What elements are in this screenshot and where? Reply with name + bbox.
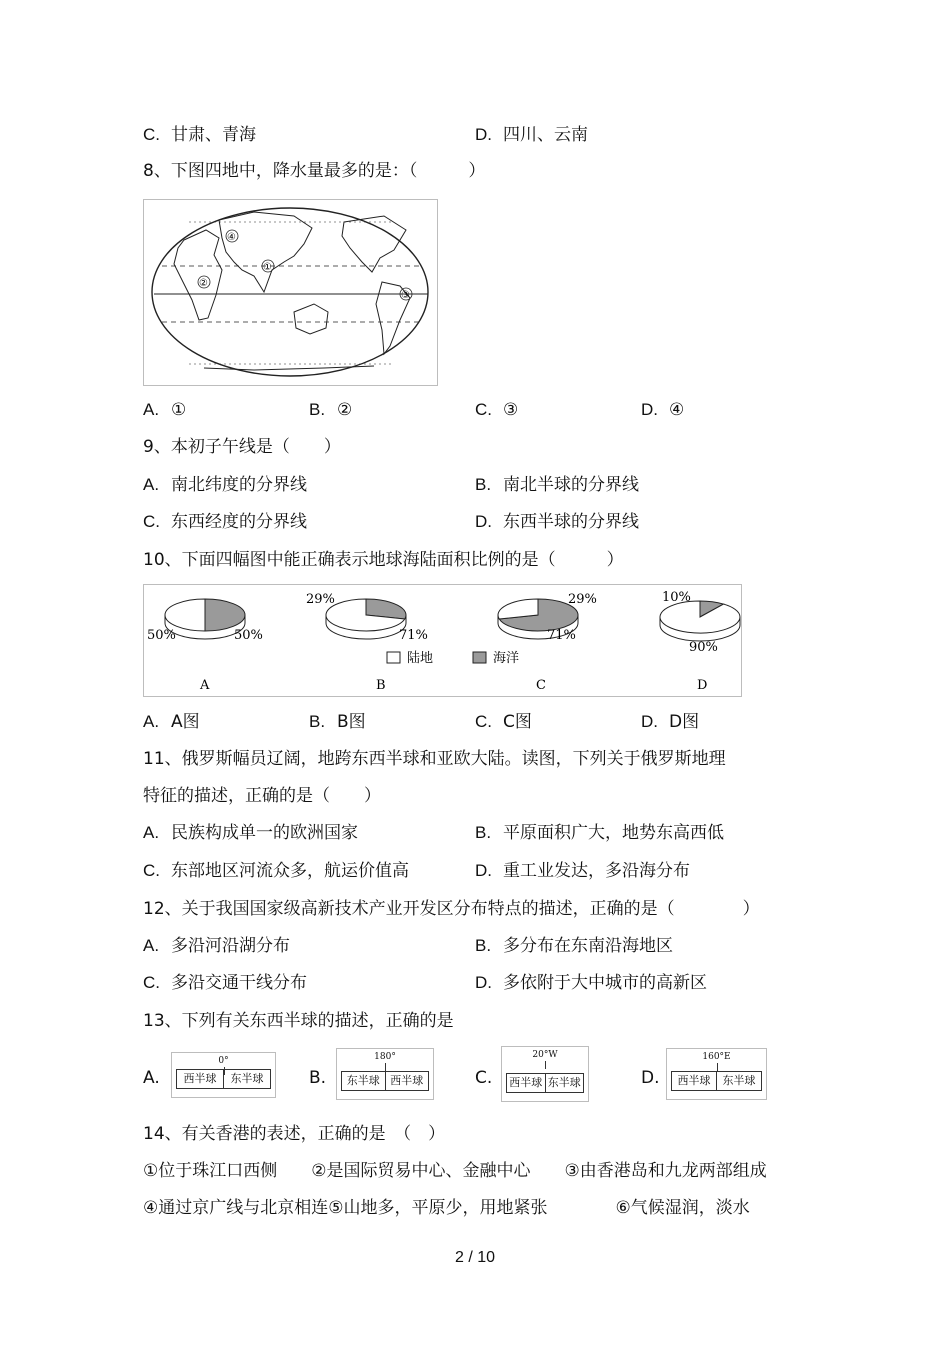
option-text: 平原面积广大，地势东高西低 <box>503 823 724 843</box>
land-sector <box>498 599 538 619</box>
map-point-1: ① <box>263 262 272 273</box>
option-letter: A. <box>143 823 160 842</box>
q13-option-d-figure <box>666 1048 767 1100</box>
option-letter: D. <box>475 861 492 880</box>
pie-d-label-ocean: 10% <box>662 590 691 605</box>
q12-option-b <box>475 935 673 957</box>
q11-stem-line1: 11、俄罗斯幅员辽阔，地跨东西半球和亚欧大陆。读图，下列关于俄罗斯地理 <box>143 749 726 769</box>
right-hemisphere-label: 东半球 <box>223 1070 270 1088</box>
q12-option-d <box>475 972 707 994</box>
map-point-4: ④ <box>227 232 236 243</box>
meridian-degree: 20°W <box>532 1050 558 1060</box>
meridian-tick <box>545 1061 546 1069</box>
option-letter: C. <box>143 512 160 531</box>
pie-a-label-left: 50% <box>147 628 176 643</box>
option-letter: D. <box>641 712 658 731</box>
q14-stem: 14、有关香港的表述，正确的是 （ ） <box>143 1124 446 1144</box>
q13-option-a-figure <box>171 1052 276 1098</box>
right-hemisphere-label: 西半球 <box>385 1072 429 1090</box>
option-text: 多依附于大中城市的高新区 <box>503 973 707 993</box>
q9-option-d <box>475 511 639 533</box>
q13-option-d-letter: D. <box>641 1068 660 1088</box>
option-text: 东西半球的分界线 <box>503 512 639 532</box>
option-letter: C. <box>143 973 160 992</box>
q7-option-c <box>143 124 256 146</box>
option-letter: D. <box>475 973 492 992</box>
option-text: 东部地区河流众多，航运价值高 <box>171 861 409 881</box>
land-ocean-pies-figure <box>143 584 742 697</box>
option-text: ④ <box>669 400 685 420</box>
option-text: 多分布在东南沿海地区 <box>503 936 673 956</box>
q10-option-d <box>641 711 699 733</box>
pie-a <box>165 599 245 639</box>
option-letter: C. <box>475 400 492 419</box>
option-text: 南北半球的分界线 <box>503 475 639 495</box>
q10-option-b <box>309 711 366 733</box>
option-letter: B. <box>309 400 326 419</box>
q8-option-b <box>309 399 352 421</box>
right-hemisphere-label: 东半球 <box>716 1072 761 1090</box>
pie-c-label-ocean: 71% <box>547 628 576 643</box>
q13-option-b-letter: B. <box>309 1068 327 1088</box>
option-letter: A. <box>143 712 160 731</box>
q8-option-d <box>641 399 684 421</box>
option-letter: A. <box>143 475 160 494</box>
option-letter: B. <box>309 712 326 731</box>
pie-d <box>660 601 740 641</box>
pie-d-letter: D <box>697 678 708 693</box>
pie-a-label-right: 50% <box>234 628 263 643</box>
option-text: ② <box>337 400 353 420</box>
q12-option-c <box>143 972 307 994</box>
option-text: ① <box>171 400 187 420</box>
q9-option-a <box>143 474 307 496</box>
option-letter: D. <box>475 125 492 144</box>
world-map <box>144 200 437 385</box>
legend-ocean-label: 海洋 <box>493 651 520 666</box>
q13-option-a-letter: A. <box>143 1068 160 1088</box>
left-hemisphere-label: 西半球 <box>677 1074 711 1087</box>
option-text: 甘肃、青海 <box>171 125 256 145</box>
left-hemisphere-label: 东半球 <box>346 1074 380 1087</box>
q10-option-a <box>143 711 200 733</box>
option-text: 四川、云南 <box>503 125 588 145</box>
pie-b <box>326 599 406 639</box>
option-text: 南北纬度的分界线 <box>171 475 307 495</box>
option-letter: C. <box>475 712 492 731</box>
pie-b-label-land: 71% <box>399 628 428 643</box>
option-letter: B. <box>475 936 492 955</box>
q11-stem-line2: 特征的描述，正确的是（ ） <box>143 786 381 806</box>
option-letter: A. <box>143 936 160 955</box>
legend-ocean-swatch <box>473 652 486 663</box>
option-letter: B. <box>475 823 492 842</box>
q8-option-c <box>475 399 518 421</box>
q14-statements-line1: ①位于珠江口西侧 ②是国际贸易中心、金融中心 ③由香港岛和九龙两部组成 <box>143 1161 767 1181</box>
meridian-tick <box>717 1063 718 1071</box>
meridian-degree: 160°E <box>702 1052 731 1062</box>
left-hemisphere-label: 西半球 <box>183 1072 217 1085</box>
land-sector <box>660 601 740 633</box>
meridian-tick <box>385 1063 386 1071</box>
option-text: 东西经度的分界线 <box>171 512 307 532</box>
q11-option-c <box>143 860 409 882</box>
left-hemisphere-label: 西半球 <box>509 1076 543 1089</box>
option-text: 重工业发达，多沿海分布 <box>503 861 690 881</box>
q13-stem: 13、下列有关东西半球的描述，正确的是 <box>143 1011 454 1031</box>
q12-option-a <box>143 935 290 957</box>
q7-option-d <box>475 124 588 146</box>
right-hemisphere-label: 东半球 <box>545 1074 584 1092</box>
meridian-degree: 180° <box>374 1052 396 1062</box>
pie-d-label-land: 90% <box>689 640 718 655</box>
q12-stem: 12、关于我国国家级高新技术产业开发区分布特点的描述，正确的是（ ） <box>143 899 760 919</box>
option-text: C图 <box>503 712 532 732</box>
option-letter: D. <box>475 512 492 531</box>
option-text: A图 <box>171 712 200 732</box>
q11-option-a <box>143 822 358 844</box>
option-letter: D. <box>641 400 658 419</box>
option-text: ③ <box>503 400 519 420</box>
q10-stem: 10、下面四幅图中能正确表示地球海陆面积比例的是（ ） <box>143 550 624 570</box>
q9-stem: 9、本初子午线是（ ） <box>143 437 341 457</box>
q8-option-a <box>143 399 186 421</box>
legend-land-swatch <box>387 652 400 663</box>
q13-option-c-letter: C. <box>475 1068 493 1088</box>
option-letter: A. <box>143 400 160 419</box>
map-point-3: ③ <box>401 290 410 301</box>
land-ocean-pies <box>144 585 741 696</box>
world-map-figure <box>143 199 438 386</box>
option-letter: C. <box>143 861 160 880</box>
q8-stem: 8、下图四地中，降水量最多的是：（ ） <box>143 161 486 181</box>
pie-a-letter: A <box>200 678 210 693</box>
pie-c-label-land: 29% <box>568 592 597 607</box>
q11-option-d <box>475 860 690 882</box>
q13-option-b-figure <box>336 1048 434 1100</box>
map-point-2: ② <box>199 278 208 289</box>
q9-option-b <box>475 474 639 496</box>
option-letter: B. <box>475 475 492 494</box>
option-text: B图 <box>337 712 366 732</box>
pie-c-letter: C <box>536 678 546 693</box>
page-number: 2 / 10 <box>454 1249 496 1266</box>
q14-statements-line2: ④通过京广线与北京相连⑤山地多，平原少，用地紧张 ⑥气候湿润，淡水 <box>143 1198 750 1218</box>
option-text: D图 <box>669 712 700 732</box>
legend-land-label: 陆地 <box>407 651 434 666</box>
q13-option-c-figure <box>501 1046 589 1102</box>
option-text: 民族构成单一的欧洲国家 <box>171 823 358 843</box>
meridian-degree: 0° <box>218 1056 229 1066</box>
option-text: 多沿交通干线分布 <box>171 973 307 993</box>
pie-b-letter: B <box>376 678 386 693</box>
q9-option-c <box>143 511 307 533</box>
option-text: 多沿河沿湖分布 <box>171 936 290 956</box>
option-letter: C. <box>143 125 160 144</box>
pie-b-label-ocean: 29% <box>306 592 335 607</box>
q10-option-c <box>475 711 532 733</box>
q11-option-b <box>475 822 724 844</box>
